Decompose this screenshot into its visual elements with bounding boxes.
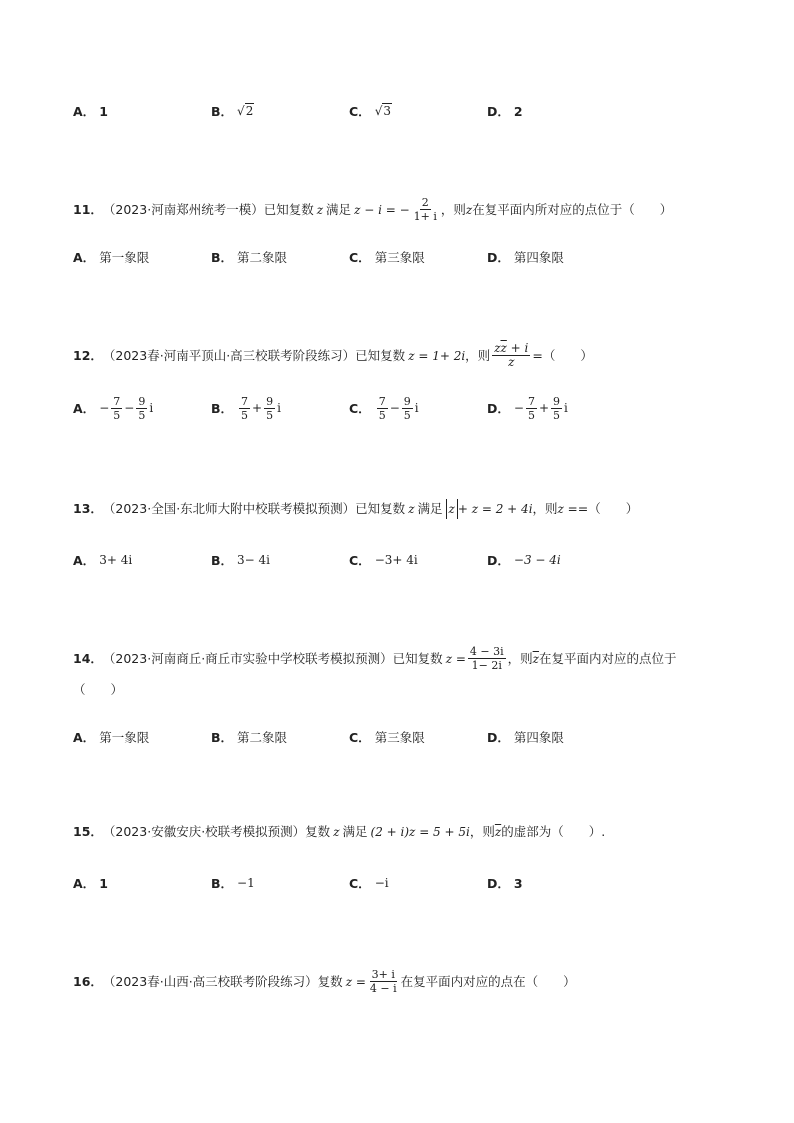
q14-option-c[interactable]: C． 第三象限: [349, 730, 425, 745]
q11-option-c[interactable]: C． 第三象限: [349, 250, 425, 265]
equation: + z = 2 + 4i: [457, 502, 533, 516]
q11-option-a[interactable]: A． 第一象限: [73, 250, 150, 265]
fraction: $\frac{9}{5}$: [553, 394, 561, 422]
equation: z = 1+ 2i: [408, 348, 466, 363]
fraction: $\frac{z\overline{z} + i}{z}$: [494, 341, 529, 369]
q12-options: [73, 394, 713, 422]
fraction: $\frac{7}{5}$: [241, 394, 249, 422]
q13-option-c[interactable]: C． −3+ 4i: [349, 553, 418, 568]
q10-option-a[interactable]: A． 1: [73, 103, 108, 119]
question-number: 13．: [73, 501, 103, 516]
sqrt-expression: √3: [374, 104, 391, 118]
fraction: $\frac{9}{5}$: [138, 394, 146, 422]
question-source: （2023春·山西·高三校联考阶段练习）: [102, 973, 318, 989]
q15-option-d[interactable]: D． 3: [487, 875, 523, 891]
question-source: （2023·河南郑州统考一模）: [102, 201, 264, 217]
q15-option-b[interactable]: B． −1: [211, 876, 255, 891]
q13-option-b[interactable]: B． 3− 4i: [211, 553, 271, 568]
sqrt-expression: √2: [237, 104, 254, 118]
question-14: 14． （2023·河南商丘·商丘市实验中学校联考模拟预测） 已知复数 z = $\frac{4 - 3i}{1- 2i}$ ，则 $\overline{z}$ 在复平面内对应的点位于: [73, 645, 677, 672]
question-source: （2023·安徽安庆·校联考模拟预测）: [102, 824, 306, 839]
q10-option-b[interactable]: B． √2: [211, 104, 254, 119]
fraction: $\frac{7}{5}$: [527, 394, 535, 422]
equation: z − i = −: [354, 202, 410, 217]
question-14-continuation: （ ）: [73, 682, 124, 697]
question-11: 11． （2023·河南郑州统考一模） 已知复数 z 满足 z − i = − $\frac{2}{1+ i}$ ，则 z 在复平面内所对应的点位于（ ）: [73, 196, 673, 223]
q14-options: [73, 726, 713, 748]
q12-option-b[interactable]: B． $\frac{7}{5}$ + $\frac{9}{5}$ i: [211, 394, 281, 422]
q14-option-a[interactable]: A． 第一象限: [73, 730, 150, 745]
equation: (2 + i)z = 5 + 5i: [370, 825, 470, 839]
fraction: $\frac{7}{5}$: [113, 394, 121, 422]
q12-option-a[interactable]: A． − $\frac{7}{5}$ − $\frac{9}{5}$ i: [73, 394, 154, 422]
q11-option-d[interactable]: D． 第四象限: [487, 250, 564, 265]
question-source: （2023·河南商丘·商丘市实验中学校联考模拟预测）: [102, 650, 393, 666]
question-number: 16．: [73, 973, 103, 989]
question-16: 16． （2023春·山西·高三校联考阶段练习） 复数 z = $\frac{3+ i}{4 - i}$ 在复平面内对应的点在（ ）: [73, 968, 576, 995]
question-12: 12． （2023春·河南平顶山·高三校联考阶段练习） 已知复数 z = 1+ 2i ，则 $\frac{z\overline{z} + i}{z}$ =（ ）: [73, 341, 593, 369]
fraction: $\frac{4 - 3i}{1- 2i}$: [469, 645, 504, 672]
q10-option-c[interactable]: C． √3: [349, 104, 391, 119]
fraction: $\frac{7}{5}$: [378, 394, 386, 422]
question-source: （2023·全国·东北师大附中校联考模拟预测）: [102, 501, 356, 516]
q12-option-c[interactable]: C． $\frac{7}{5}$ − $\frac{9}{5}$ i: [349, 394, 419, 422]
q13-options: [73, 549, 713, 571]
q12-option-d[interactable]: D． − $\frac{7}{5}$ + $\frac{9}{5}$ i: [487, 394, 568, 422]
q10-options: [73, 100, 713, 122]
q11-options: [73, 246, 713, 268]
fraction: $\frac{3+ i}{4 - i}$: [369, 968, 397, 995]
question-number: 15．: [73, 824, 103, 839]
q13-option-d[interactable]: D． −3 − 4i: [487, 553, 561, 568]
question-15: 15． （2023·安徽安庆·校联考模拟预测） 复数 z 满足 (2 + i)z = 5 + 5i ，则 $\overline{z}$ 的虚部为（ ）.: [73, 822, 605, 842]
question-number: 12．: [73, 347, 103, 363]
question-number: 11．: [73, 201, 103, 217]
question-source: （2023春·河南平顶山·高三校联考阶段练习）: [102, 347, 356, 363]
q13-option-a[interactable]: A． 3+ 4i: [73, 553, 133, 568]
absolute-value: z: [446, 499, 458, 519]
question-13: 13． （2023·全国·东北师大附中校联考模拟预测） 已知复数 z 满足 z + z = 2 + 4i ，则 z = =（ ）: [73, 499, 638, 519]
q14-option-b[interactable]: B． 第二象限: [211, 730, 288, 745]
fraction: $\frac{9}{5}$: [403, 394, 411, 422]
fraction: $\frac{2}{1+ i}$: [413, 196, 437, 223]
question-number: 14．: [73, 650, 103, 666]
q14-option-d[interactable]: D． 第四象限: [487, 730, 564, 745]
q15-option-a[interactable]: A． 1: [73, 875, 108, 891]
q10-option-d[interactable]: D． 2: [487, 103, 523, 119]
fraction: $\frac{9}{5}$: [266, 394, 274, 422]
q11-option-b[interactable]: B． 第二象限: [211, 250, 288, 265]
q15-option-c[interactable]: C． −i: [349, 876, 389, 891]
q15-options: [73, 872, 713, 894]
